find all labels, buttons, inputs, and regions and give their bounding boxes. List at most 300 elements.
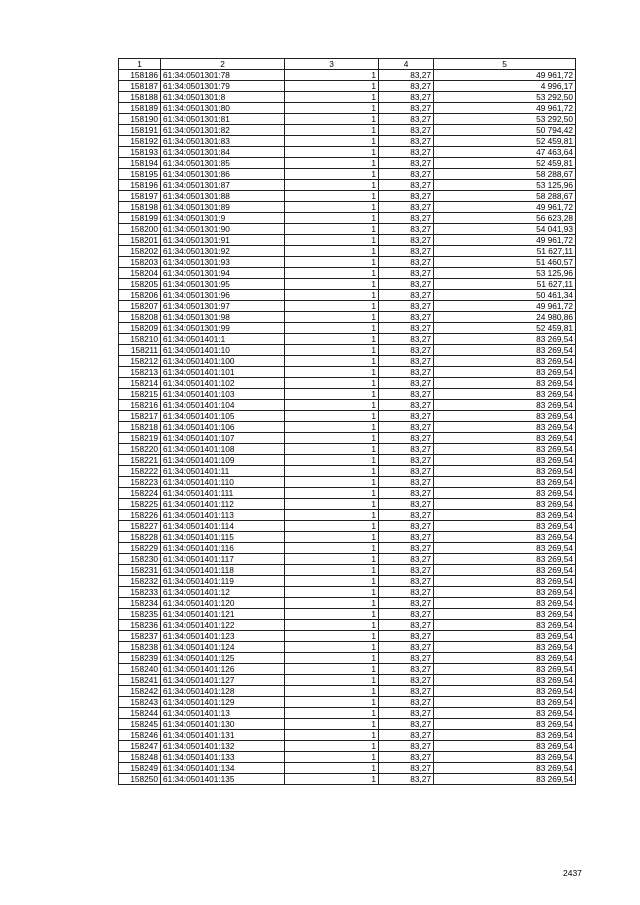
row-number-cell: 158193 [119,147,161,158]
amount-cell: 83 269,54 [434,521,576,532]
header-cell-5: 5 [434,59,576,70]
table-row [119,708,576,719]
amount-cell: 50 461,34 [434,290,576,301]
amount-cell: 51 460,57 [434,257,576,268]
row-number-cell: 158232 [119,576,161,587]
table-row [119,763,576,774]
cadastral-number-cell: 61:34:0501401:129 [161,697,285,708]
rate-cell: 83,27 [379,752,434,763]
count-cell: 1 [285,774,379,785]
cadastral-number-cell: 61:34:0501301:94 [161,268,285,279]
rate-cell: 83,27 [379,257,434,268]
header-cell-4: 4 [379,59,434,70]
count-cell: 1 [285,356,379,367]
cadastral-number-cell: 61:34:0501401:105 [161,411,285,422]
rate-cell: 83,27 [379,466,434,477]
count-cell: 1 [285,158,379,169]
table-row [119,312,576,323]
row-number-cell: 158198 [119,202,161,213]
row-number-cell: 158212 [119,356,161,367]
amount-cell: 83 269,54 [434,422,576,433]
amount-cell: 83 269,54 [434,400,576,411]
row-number-cell: 158204 [119,268,161,279]
count-cell: 1 [285,455,379,466]
cadastral-number-cell: 61:34:0501401:13 [161,708,285,719]
row-number-cell: 158203 [119,257,161,268]
count-cell: 1 [285,763,379,774]
row-number-cell: 158244 [119,708,161,719]
cadastral-number-cell: 61:34:0501401:106 [161,422,285,433]
row-number-cell: 158235 [119,609,161,620]
amount-cell: 49 961,72 [434,202,576,213]
rate-cell: 83,27 [379,224,434,235]
count-cell: 1 [285,499,379,510]
rate-cell: 83,27 [379,543,434,554]
cadastral-number-cell: 61:34:0501401:135 [161,774,285,785]
cadastral-number-cell: 61:34:0501301:82 [161,125,285,136]
count-cell: 1 [285,587,379,598]
rate-cell: 83,27 [379,103,434,114]
row-number-cell: 158199 [119,213,161,224]
row-number-cell: 158189 [119,103,161,114]
amount-cell: 53 292,50 [434,92,576,103]
table-row [119,697,576,708]
count-cell: 1 [285,290,379,301]
cadastral-number-cell: 61:34:0501401:103 [161,389,285,400]
amount-cell: 83 269,54 [434,532,576,543]
cadastral-number-cell: 61:34:0501301:93 [161,257,285,268]
amount-cell: 83 269,54 [434,719,576,730]
cadastral-number-cell: 61:34:0501401:12 [161,587,285,598]
table-row [119,202,576,213]
amount-cell: 83 269,54 [434,620,576,631]
table-row [119,554,576,565]
cadastral-number-cell: 61:34:0501301:89 [161,202,285,213]
count-cell: 1 [285,653,379,664]
count-cell: 1 [285,334,379,345]
count-cell: 1 [285,345,379,356]
row-number-cell: 158238 [119,642,161,653]
row-number-cell: 158247 [119,741,161,752]
table-row [119,169,576,180]
rate-cell: 83,27 [379,202,434,213]
count-cell: 1 [285,675,379,686]
count-cell: 1 [285,279,379,290]
cadastral-number-cell: 61:34:0501401:128 [161,686,285,697]
count-cell: 1 [285,521,379,532]
count-cell: 1 [285,246,379,257]
rate-cell: 83,27 [379,653,434,664]
row-number-cell: 158190 [119,114,161,125]
amount-cell: 52 459,81 [434,323,576,334]
count-cell: 1 [285,477,379,488]
cadastral-number-cell: 61:34:0501401:125 [161,653,285,664]
rate-cell: 83,27 [379,279,434,290]
cadastral-number-cell: 61:34:0501401:117 [161,554,285,565]
rate-cell: 83,27 [379,510,434,521]
rate-cell: 83,27 [379,730,434,741]
amount-cell: 53 125,96 [434,180,576,191]
rate-cell: 83,27 [379,708,434,719]
page-number: 2437 [563,868,582,878]
amount-cell: 83 269,54 [434,587,576,598]
amount-cell: 83 269,54 [434,631,576,642]
amount-cell: 83 269,54 [434,741,576,752]
count-cell: 1 [285,664,379,675]
table-row [119,235,576,246]
rate-cell: 83,27 [379,334,434,345]
amount-cell: 58 288,67 [434,191,576,202]
amount-cell: 83 269,54 [434,411,576,422]
amount-cell: 24 980,86 [434,312,576,323]
table-row [119,92,576,103]
table-row [119,631,576,642]
amount-cell: 52 459,81 [434,136,576,147]
amount-cell: 52 459,81 [434,158,576,169]
count-cell: 1 [285,169,379,180]
row-number-cell: 158219 [119,433,161,444]
cadastral-number-cell: 61:34:0501401:130 [161,719,285,730]
cadastral-number-cell: 61:34:0501301:83 [161,136,285,147]
table-row [119,125,576,136]
row-number-cell: 158208 [119,312,161,323]
amount-cell: 83 269,54 [434,752,576,763]
row-number-cell: 158233 [119,587,161,598]
table-row [119,378,576,389]
table-row [119,466,576,477]
count-cell: 1 [285,257,379,268]
rate-cell: 83,27 [379,576,434,587]
cadastral-number-cell: 61:34:0501301:78 [161,70,285,81]
count-cell: 1 [285,367,379,378]
cadastral-number-cell: 61:34:0501401:112 [161,499,285,510]
rate-cell: 83,27 [379,169,434,180]
amount-cell: 83 269,54 [434,378,576,389]
rate-cell: 83,27 [379,587,434,598]
rate-cell: 83,27 [379,499,434,510]
amount-cell: 83 269,54 [434,609,576,620]
table-row [119,81,576,92]
table-row [119,444,576,455]
rate-cell: 83,27 [379,444,434,455]
row-number-cell: 158210 [119,334,161,345]
count-cell: 1 [285,708,379,719]
row-number-cell: 158224 [119,488,161,499]
rate-cell: 83,27 [379,268,434,279]
row-number-cell: 158237 [119,631,161,642]
rate-cell: 83,27 [379,455,434,466]
cadastral-number-cell: 61:34:0501401:110 [161,477,285,488]
cadastral-number-cell: 61:34:0501301:92 [161,246,285,257]
rate-cell: 83,27 [379,554,434,565]
amount-cell: 83 269,54 [434,345,576,356]
count-cell: 1 [285,730,379,741]
table-row [119,114,576,125]
count-cell: 1 [285,235,379,246]
table-row [119,290,576,301]
table-row [119,741,576,752]
table-row [119,664,576,675]
amount-cell: 83 269,54 [434,488,576,499]
row-number-cell: 158215 [119,389,161,400]
amount-cell: 83 269,54 [434,499,576,510]
table-row [119,455,576,466]
rate-cell: 83,27 [379,92,434,103]
amount-cell: 83 269,54 [434,510,576,521]
table-row [119,598,576,609]
amount-cell: 83 269,54 [434,444,576,455]
count-cell: 1 [285,213,379,224]
table-row [119,477,576,488]
table-row [119,147,576,158]
rate-cell: 83,27 [379,741,434,752]
data-table [118,58,576,785]
table-row [119,323,576,334]
cadastral-number-cell: 61:34:0501401:109 [161,455,285,466]
cadastral-number-cell: 61:34:0501401:122 [161,620,285,631]
row-number-cell: 158201 [119,235,161,246]
count-cell: 1 [285,488,379,499]
cadastral-number-cell: 61:34:0501301:81 [161,114,285,125]
amount-cell: 47 463,64 [434,147,576,158]
header-row [119,59,576,70]
header-cell-1: 1 [119,59,161,70]
count-cell: 1 [285,752,379,763]
rate-cell: 83,27 [379,312,434,323]
row-number-cell: 158234 [119,598,161,609]
rate-cell: 83,27 [379,609,434,620]
count-cell: 1 [285,598,379,609]
amount-cell: 83 269,54 [434,389,576,400]
table-row [119,180,576,191]
rate-cell: 83,27 [379,719,434,730]
row-number-cell: 158250 [119,774,161,785]
rate-cell: 83,27 [379,521,434,532]
rate-cell: 83,27 [379,81,434,92]
row-number-cell: 158246 [119,730,161,741]
rate-cell: 83,27 [379,191,434,202]
rate-cell: 83,27 [379,290,434,301]
table-row [119,345,576,356]
row-number-cell: 158197 [119,191,161,202]
rate-cell: 83,27 [379,70,434,81]
amount-cell: 4 996,17 [434,81,576,92]
row-number-cell: 158218 [119,422,161,433]
amount-cell: 49 961,72 [434,70,576,81]
amount-cell: 83 269,54 [434,708,576,719]
table-header [119,59,576,70]
cadastral-number-cell: 61:34:0501301:85 [161,158,285,169]
table-row [119,279,576,290]
table-row [119,70,576,81]
cadastral-number-cell: 61:34:0501301:87 [161,180,285,191]
row-number-cell: 158245 [119,719,161,730]
cadastral-number-cell: 61:34:0501401:131 [161,730,285,741]
count-cell: 1 [285,301,379,312]
row-number-cell: 158242 [119,686,161,697]
row-number-cell: 158205 [119,279,161,290]
rate-cell: 83,27 [379,697,434,708]
amount-cell: 83 269,54 [434,664,576,675]
table-row [119,642,576,653]
rate-cell: 83,27 [379,389,434,400]
count-cell: 1 [285,114,379,125]
row-number-cell: 158221 [119,455,161,466]
cadastral-number-cell: 61:34:0501401:126 [161,664,285,675]
cadastral-number-cell: 61:34:0501401:127 [161,675,285,686]
cadastral-number-cell: 61:34:0501301:80 [161,103,285,114]
table-row [119,565,576,576]
row-number-cell: 158227 [119,521,161,532]
rate-cell: 83,27 [379,686,434,697]
count-cell: 1 [285,103,379,114]
count-cell: 1 [285,631,379,642]
count-cell: 1 [285,543,379,554]
row-number-cell: 158240 [119,664,161,675]
row-number-cell: 158217 [119,411,161,422]
count-cell: 1 [285,444,379,455]
row-number-cell: 158230 [119,554,161,565]
table-row [119,620,576,631]
rate-cell: 83,27 [379,664,434,675]
amount-cell: 83 269,54 [434,642,576,653]
amount-cell: 53 292,50 [434,114,576,125]
count-cell: 1 [285,620,379,631]
amount-cell: 53 125,96 [434,268,576,279]
amount-cell: 51 627,11 [434,246,576,257]
row-number-cell: 158206 [119,290,161,301]
cadastral-number-cell: 61:34:0501301:90 [161,224,285,235]
cadastral-number-cell: 61:34:0501401:102 [161,378,285,389]
table-row [119,191,576,202]
table-row [119,213,576,224]
amount-cell: 83 269,54 [434,686,576,697]
count-cell: 1 [285,147,379,158]
count-cell: 1 [285,686,379,697]
cadastral-number-cell: 61:34:0501401:107 [161,433,285,444]
amount-cell: 83 269,54 [434,763,576,774]
count-cell: 1 [285,642,379,653]
cadastral-number-cell: 61:34:0501401:108 [161,444,285,455]
cadastral-number-cell: 61:34:0501301:95 [161,279,285,290]
cadastral-number-cell: 61:34:0501401:119 [161,576,285,587]
count-cell: 1 [285,136,379,147]
table-row [119,400,576,411]
count-cell: 1 [285,532,379,543]
cadastral-number-cell: 61:34:0501401:123 [161,631,285,642]
row-number-cell: 158209 [119,323,161,334]
count-cell: 1 [285,224,379,235]
table-row [119,246,576,257]
row-number-cell: 158186 [119,70,161,81]
cadastral-number-cell: 61:34:0501401:104 [161,400,285,411]
table-row [119,719,576,730]
amount-cell: 83 269,54 [434,774,576,785]
row-number-cell: 158223 [119,477,161,488]
cadastral-number-cell: 61:34:0501301:98 [161,312,285,323]
count-cell: 1 [285,81,379,92]
cadastral-number-cell: 61:34:0501401:113 [161,510,285,521]
count-cell: 1 [285,609,379,620]
count-cell: 1 [285,565,379,576]
cadastral-number-cell: 61:34:0501301:96 [161,290,285,301]
cadastral-number-cell: 61:34:0501401:118 [161,565,285,576]
table-row [119,609,576,620]
table-row [119,510,576,521]
row-number-cell: 158231 [119,565,161,576]
amount-cell: 83 269,54 [434,730,576,741]
row-number-cell: 158187 [119,81,161,92]
row-number-cell: 158225 [119,499,161,510]
table-row [119,686,576,697]
table-row [119,576,576,587]
count-cell: 1 [285,312,379,323]
rate-cell: 83,27 [379,345,434,356]
count-cell: 1 [285,70,379,81]
rate-cell: 83,27 [379,642,434,653]
rate-cell: 83,27 [379,598,434,609]
rate-cell: 83,27 [379,136,434,147]
row-number-cell: 158248 [119,752,161,763]
amount-cell: 83 269,54 [434,367,576,378]
rate-cell: 83,27 [379,367,434,378]
amount-cell: 58 288,67 [434,169,576,180]
cadastral-number-cell: 61:34:0501401:133 [161,752,285,763]
rate-cell: 83,27 [379,301,434,312]
amount-cell: 83 269,54 [434,455,576,466]
row-number-cell: 158241 [119,675,161,686]
row-number-cell: 158195 [119,169,161,180]
row-number-cell: 158216 [119,400,161,411]
table-row [119,422,576,433]
amount-cell: 83 269,54 [434,477,576,488]
rate-cell: 83,27 [379,433,434,444]
count-cell: 1 [285,466,379,477]
cadastral-number-cell: 61:34:0501301:86 [161,169,285,180]
table-row [119,653,576,664]
cadastral-number-cell: 61:34:0501401:111 [161,488,285,499]
count-cell: 1 [285,719,379,730]
table-row [119,433,576,444]
cadastral-number-cell: 61:34:0501401:100 [161,356,285,367]
table-row [119,389,576,400]
table-row [119,103,576,114]
table-row [119,532,576,543]
table-row [119,488,576,499]
count-cell: 1 [285,378,379,389]
amount-cell: 83 269,54 [434,565,576,576]
amount-cell: 50 794,42 [434,125,576,136]
cadastral-number-cell: 61:34:0501401:114 [161,521,285,532]
rate-cell: 83,27 [379,246,434,257]
rate-cell: 83,27 [379,235,434,246]
amount-cell: 83 269,54 [434,653,576,664]
count-cell: 1 [285,191,379,202]
rate-cell: 83,27 [379,422,434,433]
table-row [119,730,576,741]
table-row [119,136,576,147]
rate-cell: 83,27 [379,114,434,125]
cadastral-number-cell: 61:34:0501401:134 [161,763,285,774]
rate-cell: 83,27 [379,158,434,169]
table-row [119,543,576,554]
cadastral-number-cell: 61:34:0501301:99 [161,323,285,334]
rate-cell: 83,27 [379,378,434,389]
count-cell: 1 [285,576,379,587]
row-number-cell: 158213 [119,367,161,378]
cadastral-number-cell: 61:34:0501301:97 [161,301,285,312]
table-row [119,499,576,510]
